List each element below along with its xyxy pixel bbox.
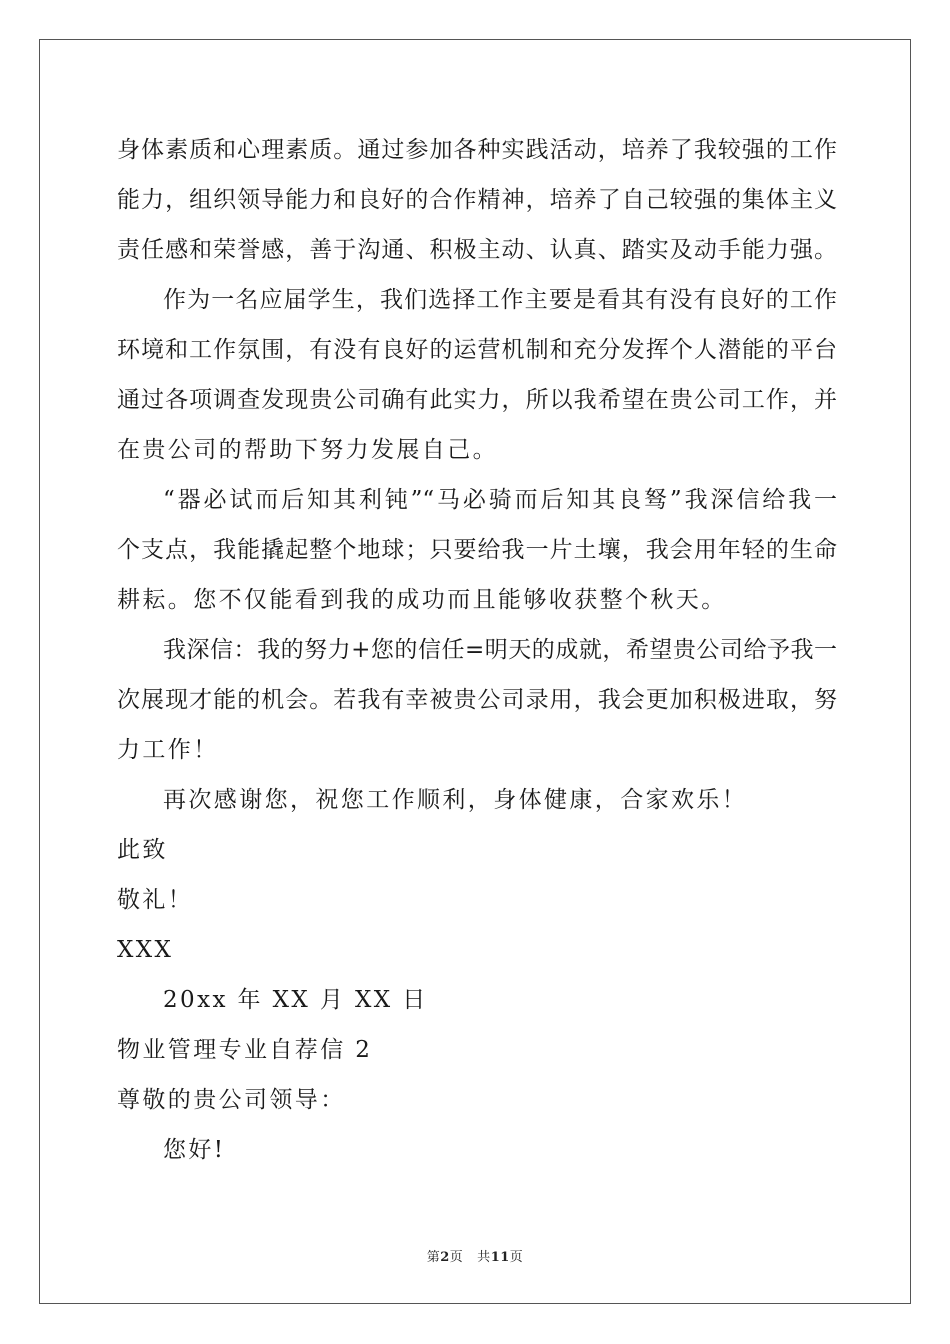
- text-line: 责任感和荣誉感，善于沟通、积极主动、认真、踏实及动手能力强。: [117, 237, 837, 263]
- footer-prefix: 第: [426, 1250, 441, 1265]
- section-title: 物业管理专业自荐信 2: [117, 1037, 373, 1063]
- text-line: 在贵公司的帮助下努力发展自己。: [117, 437, 498, 463]
- text-line: 环境和工作氛围，有没有良好的运营机制和充分发挥个人潜能的平台: [117, 337, 837, 363]
- text-line: 耕耘。您不仅能看到我的成功而且能够收获整个秋天。: [117, 587, 727, 613]
- text-line: 能力，组织领导能力和良好的合作精神，培养了自己较强的集体主义: [117, 187, 837, 213]
- salutation-line: 敬礼！: [117, 887, 194, 913]
- footer-total-prefix: 共: [477, 1250, 491, 1265]
- text-line: “器必试而后知其利钝”“马必骑而后知其良驽”我深信给我一: [163, 487, 837, 513]
- date-line: 20xx 年 XX 月 XX 日: [163, 987, 428, 1013]
- greeting-line: 尊敬的贵公司领导：: [117, 1087, 346, 1113]
- total-pages-number: 11: [490, 1250, 510, 1265]
- letter-body: [117, 125, 837, 1175]
- current-page-number: 2: [440, 1250, 450, 1265]
- footer-page-suffix: 页: [449, 1250, 464, 1265]
- text-line: 我深信：我的努力+您的信任=明天的成就，希望贵公司给予我一: [163, 637, 837, 663]
- text-line: 个支点，我能撬起整个地球；只要给我一片土壤，我会用年轻的生命: [117, 537, 837, 563]
- text-line: 通过各项调查发现贵公司确有此实力，所以我希望在贵公司工作，并: [117, 387, 837, 413]
- text-line: 身体素质和心理素质。通过参加各种实践活动，培养了我较强的工作: [117, 137, 837, 163]
- text-line: 力工作！: [117, 737, 219, 763]
- text-line: 次展现才能的机会。若我有幸被贵公司录用，我会更加积极进取，努: [117, 687, 837, 713]
- page-footer: [0, 1246, 950, 1265]
- text-line: 再次感谢您，祝您工作顺利，身体健康，合家欢乐！: [163, 787, 748, 813]
- footer-total-suffix: 页: [509, 1250, 524, 1265]
- text-line: 作为一名应届学生，我们选择工作主要是看其有没有良好的工作: [163, 287, 837, 313]
- greeting-line: 您好!: [163, 1137, 226, 1163]
- closing-line: 此致: [117, 837, 168, 863]
- signature: XXX: [117, 937, 174, 963]
